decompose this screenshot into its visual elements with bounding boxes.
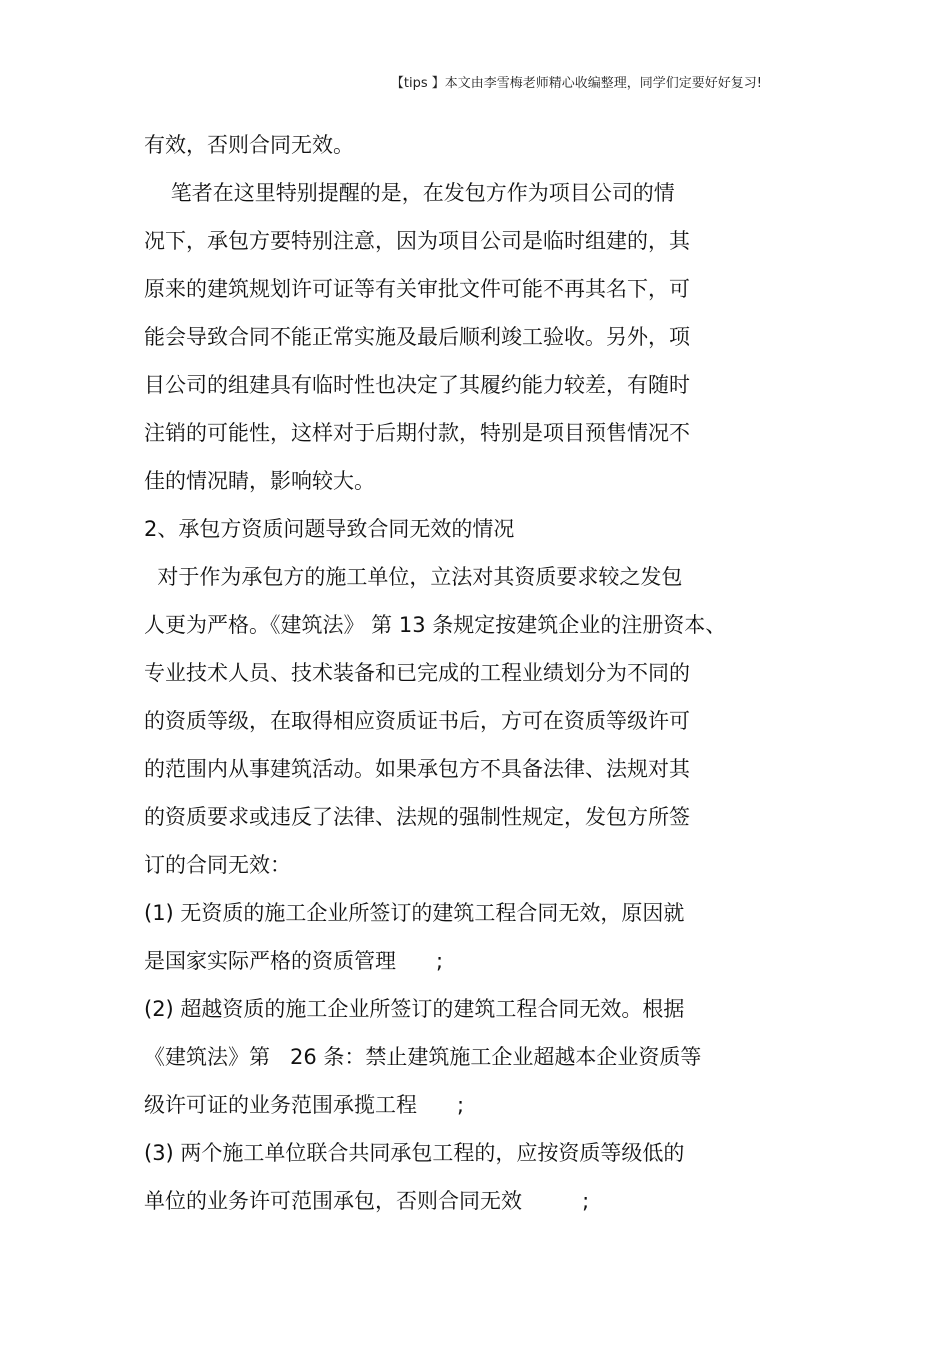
text-line: 级许可证的业务范围承揽工程 ; [144, 1093, 465, 1117]
text-line: 人更为严格。《建筑法》 第 13 条规定按建筑企业的注册资本、 [144, 613, 727, 637]
text-line: 对于作为承包方的施工单位，立法对其资质要求较之发包 [144, 565, 683, 589]
text-line: 目公司的组建具有临时性也决定了其履约能力较差，有随时 [144, 373, 690, 397]
text-line: 的资质要求或违反了法律、法规的强制性规定，发包方所签 [144, 805, 690, 829]
header-note: 【tips 】本文由李雪梅老师精心收编整理，同学们定要好好复习! [390, 76, 762, 91]
text-line: 《建筑法》第 26 条：禁止建筑施工企业超越本企业资质等 [144, 1045, 702, 1069]
text-line: 佳的情况睛，影响较大。 [144, 469, 375, 493]
section-heading: 2、承包方资质问题导致合同无效的情况 [144, 517, 515, 541]
list-item: (2) 超越资质的施工企业所签订的建筑工程合同无效。根据 [144, 997, 685, 1021]
text-line: 笔者在这里特别提醒的是，在发包方作为项目公司的情 [144, 181, 675, 205]
text-line: 的范围内从事建筑活动。如果承包方不具备法律、法规对其 [144, 757, 690, 781]
text-line: 注销的可能性，这样对于后期付款，特别是项目预售情况不 [144, 421, 690, 445]
text-line: 的资质等级，在取得相应资质证书后，方可在资质等级许可 [144, 709, 690, 733]
text-line: 是国家实际严格的资质管理 ; [144, 949, 444, 973]
text-line: 原来的建筑规划许可证等有关审批文件可能不再其名下，可 [144, 277, 690, 301]
text-line: 有效，否则合同无效。 [144, 133, 354, 157]
text-line: 况下，承包方要特别注意，因为项目公司是临时组建的，其 [144, 229, 690, 253]
list-item: (3) 两个施工单位联合共同承包工程的，应按资质等级低的 [144, 1141, 685, 1165]
list-item: (1) 无资质的施工企业所签订的建筑工程合同无效，原因就 [144, 901, 685, 925]
text-line: 订的合同无效： [144, 853, 291, 877]
text-line: 能会导致合同不能正常实施及最后顺利竣工验收。另外，项 [144, 325, 690, 349]
text-line: 专业技术人员、技术装备和已完成的工程业绩划分为不同的 [144, 661, 690, 685]
text-line: 单位的业务许可范围承包，否则合同无效 ; [144, 1189, 590, 1213]
